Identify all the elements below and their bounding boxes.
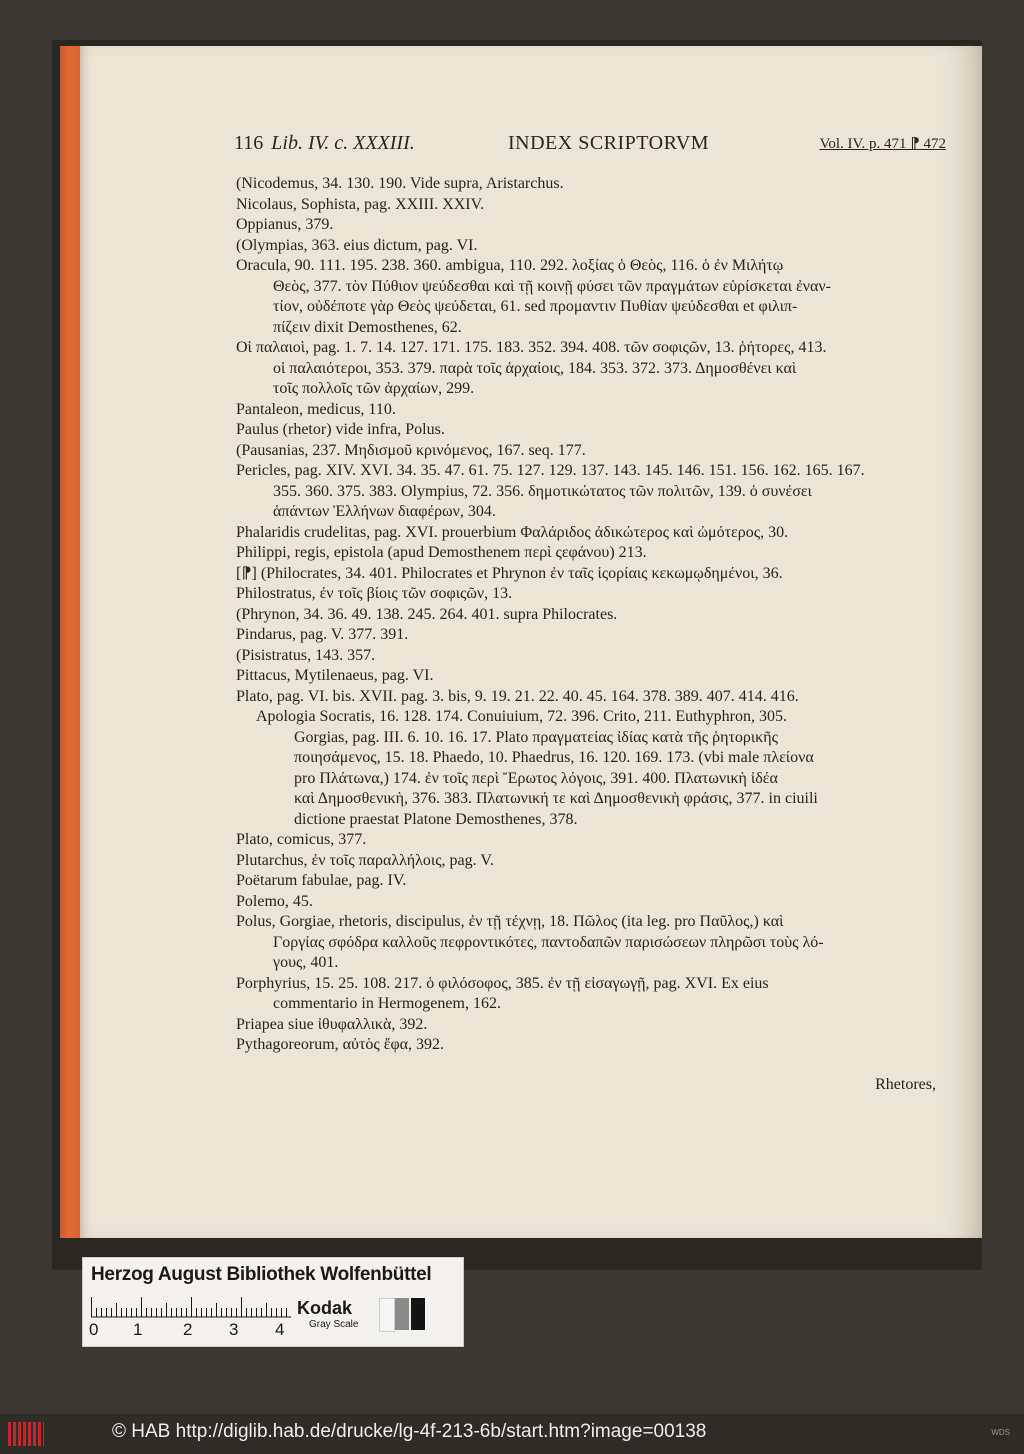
index-entry <box>236 236 946 257</box>
index-entry <box>236 912 946 974</box>
footer-mark: WDS <box>991 1428 1010 1437</box>
entry-continuation-line: ἁπάντων Ἑλλήνων διαφέρων, 304. <box>273 503 496 520</box>
index-entry <box>236 564 946 585</box>
index-entry <box>236 215 946 236</box>
entry-heading-line: Nicolaus, Sophista, pag. XXIII. XXIV. <box>236 195 485 213</box>
entry-heading-line: (Nicodemus, 34. 130. 190. Vide supra, Aristarchus. <box>236 175 564 192</box>
kodak-logo: Kodak <box>297 1298 353 1318</box>
ruler-scale <box>91 1296 291 1318</box>
gray-scale-label: Gray Scale <box>309 1319 359 1330</box>
entry-continuation-line: πίζειν dixit Demosthenes, 62. <box>273 318 462 336</box>
entry-heading-line: Pantaleon, medicus, 110. <box>236 400 396 418</box>
ruler-number: 4 <box>275 1320 285 1339</box>
running-header <box>234 130 946 160</box>
black-swatch <box>411 1298 425 1330</box>
entry-continuation-line: Γοργίας σφόδρα καλλοῦς πεφροντικότες, παντοδαπῶν παρισώσεων πληρῶσι τοὺς λό- <box>273 933 824 951</box>
footer-copyright-link[interactable]: © HAB http://diglib.hab.de/drucke/lg-4f-213-6b/start.htm?image=00138 <box>112 1421 707 1442</box>
index-entry <box>236 338 946 400</box>
footer-bar <box>0 1414 1024 1454</box>
index-entry <box>236 195 946 216</box>
index-entry <box>236 1015 946 1036</box>
entry-continuation-line: γους, 401. <box>273 954 339 971</box>
entry-heading-line: Plato, comicus, 377. <box>236 831 367 848</box>
page-number: 116 <box>234 132 264 154</box>
entry-heading-line: Phalaridis crudelitas, pag. XVI. prouerbium Φαλάριδος ἀδικώτερος καὶ ὠμότερος, 30. <box>236 523 789 541</box>
index-entry <box>236 400 946 421</box>
entry-heading-line: Philostratus, ἐν τοῖς βίοις τῶν σοφιςῶν, 13. <box>236 585 513 602</box>
index-entry <box>236 851 946 872</box>
ruler-number: 1 <box>133 1320 143 1339</box>
page-title: INDEX SCRIPTORVM <box>508 132 710 154</box>
entry-sub-line: καὶ Δημοσθενικὴ, 376. 383. Πλατωνική τε καὶ Δημοσθενικὴ φράσις, 377. in ciuili <box>294 790 818 807</box>
entry-heading-line: Oppianus, 379. <box>236 216 334 233</box>
index-entry <box>236 256 946 338</box>
ruler-number: 3 <box>229 1320 239 1339</box>
entry-sub-line: Apologia Socratis, 16. 128. 174. Conuiuium, 72. 396. Crito, 211. Euthyphron, 305. <box>256 708 787 725</box>
entry-continuation-line: τίον, οὐδέποτε γὰρ Θεὸς ψεύδεται, 61. sed προμαντιν Πυθίαν ψεύδεσθαι et φιλιπ- <box>273 298 798 315</box>
entry-continuation-line: commentario in Hermogenem, 162. <box>273 995 501 1012</box>
entry-heading-line: (Phrynon, 34. 36. 49. 138. 245. 264. 401. supra Philocrates. <box>236 605 618 623</box>
header-left <box>234 132 415 155</box>
index-entry <box>236 625 946 646</box>
index-entry <box>236 543 946 564</box>
index-entry <box>236 892 946 913</box>
entry-heading-line: Pittacus, Mytilenaeus, pag. VI. <box>236 667 434 684</box>
entry-heading-line: Oracula, 90. 111. 195. 238. 360. ambigua, 110. 292. λοξίας ὁ Θεὸς, 116. ὁ ἐν Μιλήτῳ <box>236 257 784 274</box>
entry-heading-line: Pythagoreorum, αὐτὸς ἔφα, 392. <box>236 1036 445 1053</box>
index-entry <box>236 584 946 605</box>
index-entry <box>236 441 946 462</box>
ruler-number: 2 <box>183 1320 193 1339</box>
gray-swatch <box>395 1298 409 1330</box>
index-entry <box>236 666 946 687</box>
entry-sub-line: pro Πλάτωνα,) 174. ἐν τοῖς περὶ Ἔρωτος λόγοις, 391. 400. Πλατωνικὴ ἰδέα <box>294 769 778 787</box>
entry-heading-line: Paulus (rhetor) vide infra, Polus. <box>236 421 445 438</box>
entry-continuation-line: τοῖς πολλοῖς τῶν ἀρχαίων, 299. <box>273 380 475 397</box>
index-entry <box>236 1035 946 1056</box>
index-entry <box>236 646 946 667</box>
index-entry <box>236 605 946 626</box>
entry-sub-line: dictione praestat Platone Demosthenes, 378. <box>294 810 578 828</box>
index-entry <box>236 420 946 441</box>
entry-heading-line: [⁋] (Philocrates, 34. 401. Philocrates et Phrynon ἐν ταῖς ἱςορίαις κεκωμῳδημένοι, 36. <box>236 564 783 582</box>
library-color-card <box>82 1257 464 1347</box>
hab-logo-icon <box>8 1422 44 1446</box>
section-label: Lib. IV. c. XXXIII. <box>271 132 415 154</box>
entry-heading-line: Porphyrius, 15. 25. 108. 217. ὁ φιλόσοφος, 385. ἐν τῇ εἰσαγωγῇ, pag. XVI. Ex eius <box>236 974 769 992</box>
entry-heading-line: Plato, pag. VI. bis. XVII. pag. 3. bis, 9. 19. 21. 22. 40. 45. 164. 378. 389. 407. 414. 416. <box>236 687 799 705</box>
entry-continuation-line: οἱ παλαιότεροι, 353. 379. παρὰ τοῖς ἀρχαίοις, 184. 353. 372. 373. Δημοσθένει καὶ <box>273 359 797 377</box>
entry-continuation-line: Θεὸς, 377. τὸν Πύθιον ψεύδεσθαι καὶ τῇ κοινῇ φύσει τῶν πραγμάτων εὑρίσκεται ἐναν- <box>273 277 831 295</box>
index-entry <box>236 461 946 523</box>
library-name: Herzog August Bibliothek Wolfenbüttel <box>91 1264 432 1285</box>
entry-heading-line: Plutarchus, ἐν τοῖς παραλλήλοις, pag. V. <box>236 851 494 869</box>
entry-sub-line: ποιησάμενος, 15. 18. Phaedo, 10. Phaedrus, 16. 120. 169. 173. (vbi male πλείονα <box>294 749 814 766</box>
entry-heading-line: Poëtarum fabulae, pag. IV. <box>236 872 407 889</box>
volume-reference: Vol. IV. p. 471 ⁋ 472 <box>819 136 946 152</box>
entry-heading-line: Pericles, pag. XIV. XVI. 34. 35. 47. 61. 75. 127. 129. 137. 143. 145. 146. 151. 156. 162. 165. 167. <box>236 462 865 479</box>
index-entries <box>236 174 946 1056</box>
entry-heading-line: Polemo, 45. <box>236 892 313 910</box>
entry-heading-line: Polus, Gorgiae, rhetoris, discipulus, ἐν τῇ τέχνῃ, 18. Πῶλος (ita leg. pro Παῦλος,) καὶ <box>236 913 784 930</box>
index-entry <box>236 174 946 195</box>
entry-heading-line: Οἱ παλαιοὶ, pag. 1. 7. 14. 127. 171. 175. 183. 352. 394. 408. τῶν σοφιςῶν, 13. ῥήτορες, 413. <box>236 339 827 356</box>
entry-heading-line: (Olympias, 363. eius dictum, pag. VI. <box>236 236 478 254</box>
index-entry <box>236 830 946 851</box>
index-entry <box>236 687 946 831</box>
index-entry <box>236 871 946 892</box>
white-swatch <box>379 1298 395 1332</box>
entry-continuation-line: 355. 360. 375. 383. Olympius, 72. 356. δημοτικώτατος τῶν πολιτῶν, 139. ὁ συνέσει <box>273 482 812 500</box>
entry-heading-line: (Pausanias, 237. Μηδισμοῦ κρινόμενος, 167. seq. 177. <box>236 441 586 459</box>
entry-heading-line: Pindarus, pag. V. 377. 391. <box>236 626 409 643</box>
index-entry <box>236 974 946 1015</box>
index-entry <box>236 523 946 544</box>
entry-sub-line: Gorgias, pag. III. 6. 10. 16. 17. Plato πραγματείας ἰδίας κατὰ τῆς ῥητορικῆς <box>294 728 778 746</box>
ruler-number: 0 <box>89 1320 99 1339</box>
entry-heading-line: (Pisistratus, 143. 357. <box>236 646 376 664</box>
entry-heading-line: Philippi, regis, epistola (apud Demosthenem περὶ ςεφάνου) 213. <box>236 544 647 561</box>
catchword: Rhetores, <box>875 1076 936 1093</box>
entry-heading-line: Priapea siue ἰθυφαλλικὰ, 392. <box>236 1015 428 1033</box>
